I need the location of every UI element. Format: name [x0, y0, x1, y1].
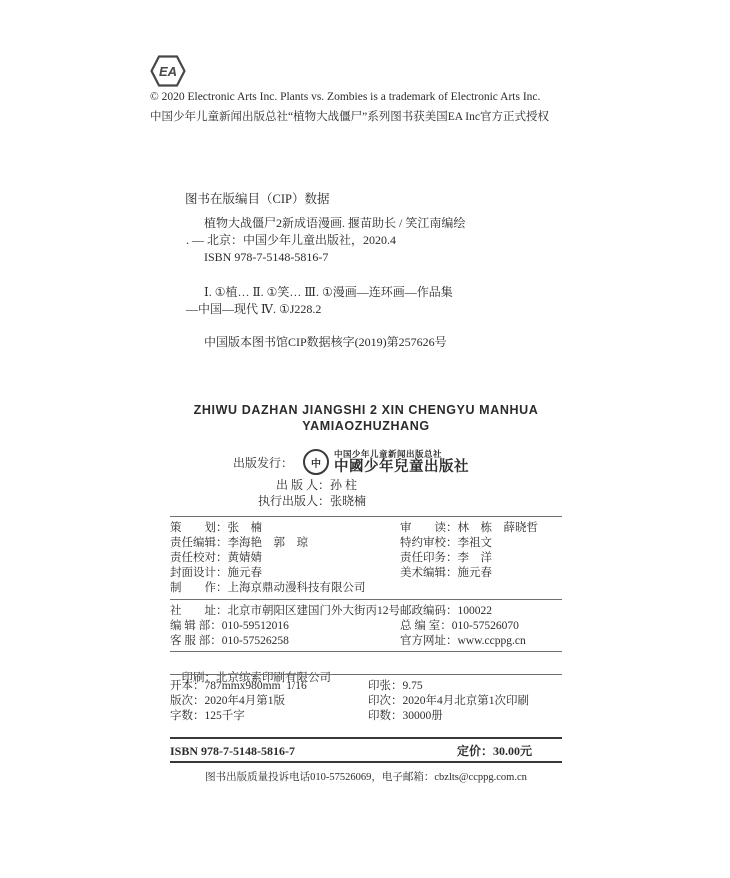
isbn-number: ISBN 978-7-5148-5816-7 — [170, 744, 295, 758]
field-label: 策 划： — [170, 522, 228, 534]
pinyin-title-line2: YAMIAOZHUZHANG — [302, 419, 430, 433]
field-value: 30000册 — [402, 710, 443, 722]
publisher-person-row — [170, 478, 562, 494]
field-label: 印刷： — [181, 672, 216, 684]
cip-class-line2: —中国—现代 Ⅳ. ①J228.2 — [186, 302, 322, 316]
divider-thick — [170, 761, 562, 763]
cip-entry-line1: 植物大战僵尸2新成语漫画. 揠苗助长 / 笑江南编绘 — [204, 216, 466, 230]
publisher-person-label: 出 版 人： — [275, 478, 330, 492]
divider — [170, 599, 562, 600]
field-label: 客 服 部： — [170, 635, 222, 647]
cip-entry-line2: . — 北京：中国少年儿童出版社，2020.4 — [186, 233, 397, 247]
ccppg-logo-wordmark — [334, 449, 469, 475]
field-label: 责任编辑： — [170, 537, 228, 549]
divider-thick — [170, 737, 562, 739]
cip-record-number: 中国版本图书馆CIP数据核字(2019)第257626号 — [204, 335, 447, 349]
field-value: 北京缤索印刷有限公司 — [216, 672, 331, 684]
field-label: 印张： — [368, 680, 403, 692]
quality-complaint-line: 图书出版质量投诉电话010-57526069，电子邮箱：cbzlts@ccppg.com.cn — [205, 772, 527, 783]
publisher-person-name: 孙 柱 — [330, 478, 358, 492]
format-row — [170, 694, 562, 709]
field-value: 010-57526258 — [221, 635, 289, 647]
field-label: 编 辑 部： — [170, 620, 222, 632]
field-label: 责任印务： — [400, 552, 458, 564]
exec-publisher-label: 执行出版人： — [257, 493, 330, 508]
publish-issue-row — [233, 446, 562, 478]
field-value: 010-57526070 — [451, 620, 519, 632]
cip-heading: 图书在版编目（CIP）数据 — [185, 192, 330, 206]
field-value: 黄婧婧 — [227, 552, 262, 564]
staff-row — [170, 566, 562, 581]
ea-logo-icon — [150, 55, 186, 92]
svg-text:EA: EA — [158, 64, 178, 79]
format-block — [170, 679, 562, 724]
license-line-cn: 中国少年儿童新闻出版总社“植物大战僵尸”系列图书获美国EA Inc官方正式授权 — [150, 110, 549, 123]
isbn-price-row — [170, 743, 562, 759]
exec-publisher-name: 张晓楠 — [330, 493, 367, 508]
field-label: 封面设计： — [170, 567, 228, 579]
format-row — [170, 709, 562, 724]
field-label: 审 读： — [400, 522, 458, 534]
price-label: 定价： — [456, 744, 493, 758]
ccppg-logo-bottom-text: 中國少年兒童出版社 — [334, 459, 470, 475]
field-label: 开本： — [170, 680, 205, 692]
staff-row — [170, 551, 562, 566]
field-label: 特约审校： — [400, 537, 458, 549]
field-value: 张 楠 — [227, 522, 262, 534]
field-value: 施元春 — [227, 567, 262, 579]
field-label: 字数： — [170, 710, 205, 722]
field-label: 社 址： — [170, 605, 228, 617]
divider — [170, 516, 562, 517]
field-value: 李海艳 郭 琼 — [227, 537, 308, 549]
field-value: 787mmx980mm 1/16 — [204, 680, 307, 692]
publish-issue-label: 出版发行： — [233, 455, 294, 470]
staff-row — [170, 581, 562, 596]
field-label: 印次： — [368, 695, 403, 707]
ccppg-logo — [303, 449, 469, 475]
field-label: 官方网址： — [400, 635, 458, 647]
field-value: 施元春 — [457, 567, 492, 579]
publisher-block — [170, 446, 562, 509]
ccppg-logo-top-text: 中国少年儿童新闻出版总社 — [334, 449, 443, 459]
field-label: 美术编辑： — [400, 567, 458, 579]
staff-credits — [170, 521, 562, 596]
field-value: 2020年4月第1版 — [204, 695, 285, 707]
field-value: 9.75 — [402, 680, 423, 692]
price-value: 30.00元 — [492, 744, 532, 758]
pinyin-title — [170, 402, 562, 434]
field-value: 100022 — [457, 605, 492, 617]
field-label: 印数： — [368, 710, 403, 722]
cip-class-line1: Ⅰ. ①植… Ⅱ. ①笑… Ⅲ. ①漫画—连环画—作品集 — [204, 285, 453, 299]
price — [457, 743, 532, 759]
field-value: 李祖文 — [457, 537, 492, 549]
contact-row — [170, 619, 562, 634]
field-label: 版次： — [170, 695, 205, 707]
cip-classification-block — [186, 284, 453, 318]
field-label: 邮政编码： — [400, 605, 458, 617]
field-value: 上海京鼎动漫科技有限公司 — [227, 582, 366, 594]
cip-entry-line3: ISBN 978-7-5148-5816-7 — [204, 250, 329, 264]
field-label: 责任校对： — [170, 552, 228, 564]
staff-row — [170, 536, 562, 551]
copyright-block — [150, 88, 595, 127]
field-value: 林 栋 薛晓哲 — [457, 522, 538, 534]
field-value: 2020年4月北京第1次印刷 — [402, 695, 529, 707]
format-row — [170, 679, 562, 694]
field-value: 北京市朝阳区建国门外大街丙12号 — [227, 605, 400, 617]
cip-entry-block — [186, 215, 465, 266]
copyright-line-en: © 2020 Electronic Arts Inc. Plants vs. Zombies is a trademark of Electronic Arts Inc. — [150, 91, 541, 103]
contact-block — [170, 604, 562, 649]
contact-row — [170, 634, 562, 649]
field-label: 总 编 室： — [400, 620, 452, 632]
divider — [170, 651, 562, 652]
divider — [170, 674, 562, 675]
field-value: 125千字 — [204, 710, 245, 722]
contact-row — [170, 604, 562, 619]
ccppg-logo-icon: 中 — [303, 449, 329, 475]
staff-row — [170, 521, 562, 536]
field-value: 010-59512016 — [221, 620, 289, 632]
field-label: 制 作： — [170, 582, 228, 594]
pinyin-title-line1: ZHIWU DAZHAN JIANGSHI 2 XIN CHENGYU MANHUA — [193, 403, 539, 417]
field-value: www.ccppg.cn — [457, 635, 526, 647]
field-value: 李 洋 — [457, 552, 492, 564]
exec-publisher-row — [170, 494, 562, 510]
